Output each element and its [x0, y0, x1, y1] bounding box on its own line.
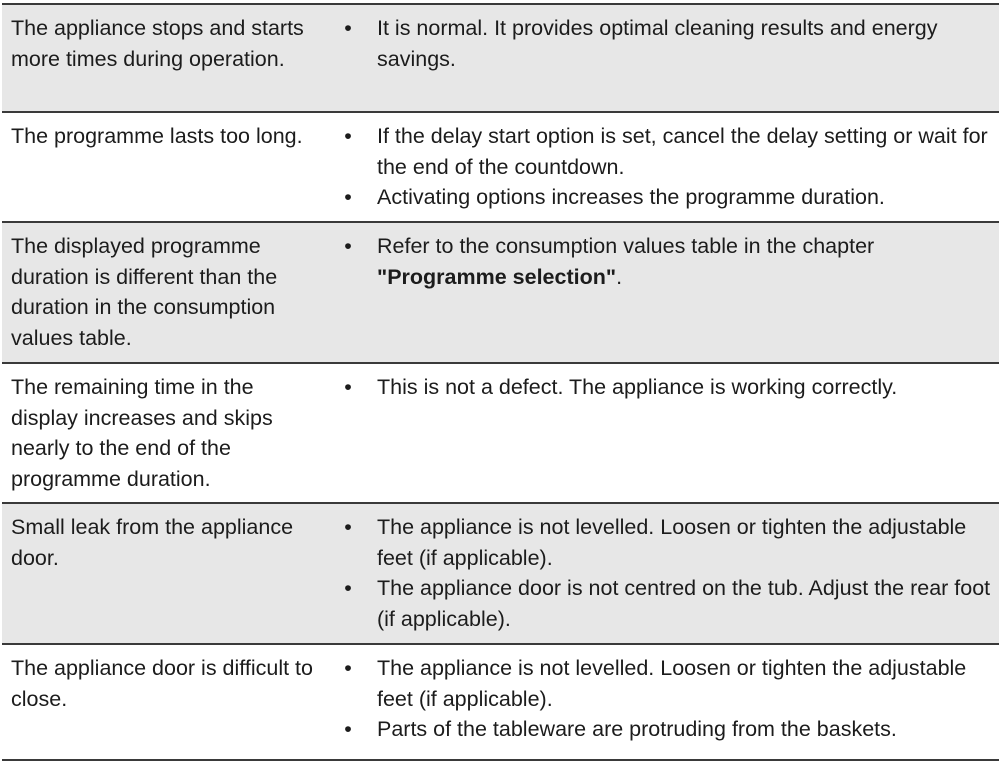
table-row [2, 504, 999, 645]
troubleshooting-table [2, 3, 999, 761]
solution-item [319, 512, 991, 573]
solution-cell [319, 645, 999, 759]
table-row [2, 5, 999, 113]
solution-text: If the delay start option is set, cancel the delay setting or wait for the end of the countdown. [377, 124, 988, 179]
table-row [2, 223, 999, 364]
solution-text: This is not a defect. The appliance is working correctly. [377, 375, 898, 399]
solution-item [319, 714, 991, 745]
chapter-reference: "Programme selection" [377, 264, 617, 289]
solution-text-prefix: Refer to the consumption values table in the chapter [377, 234, 875, 258]
solution-item [319, 372, 991, 403]
solution-text [377, 231, 991, 292]
solution-text: Activating options increases the programme duration. [377, 185, 885, 209]
problem-cell: The programme lasts too long. [11, 124, 303, 148]
solution-text: The appliance is not levelled. Loosen or tighten the adjustable feet (if applicable). [377, 515, 967, 570]
solution-text: The appliance is not levelled. Loosen or tighten the adjustable feet (if applicable). [377, 656, 967, 711]
bullet: • [344, 656, 352, 680]
bullet: • [344, 375, 352, 399]
solution-text-suffix: . [616, 264, 623, 289]
problem-cell: The remaining time in the display increases and skips nearly to the end of the programme duration. [11, 375, 273, 491]
problem-cell: Small leak from the appliance door. [11, 515, 294, 570]
solution-text: It is normal. It provides optimal cleaning results and energy savings. [377, 16, 938, 71]
solution-cell [319, 113, 999, 221]
solution-text: Parts of the tableware are protruding from the baskets. [377, 717, 897, 741]
problem-cell: The displayed programme duration is different than the duration in the consumption values table. [11, 234, 278, 350]
solution-cell [319, 504, 999, 643]
bullet: • [344, 234, 352, 258]
solution-item [319, 573, 991, 634]
bullet: • [344, 185, 352, 209]
table-row [2, 645, 999, 761]
bullet: • [344, 124, 352, 148]
table-row [2, 364, 999, 504]
bullet: • [344, 717, 352, 741]
solution-cell [319, 364, 999, 502]
solution-item [319, 182, 991, 213]
table-row [2, 113, 999, 223]
bullet: • [344, 576, 352, 600]
solution-cell [319, 223, 999, 362]
solution-text: The appliance door is not centred on the tub. Adjust the rear foot (if applicable). [377, 576, 991, 631]
solution-item [319, 653, 991, 714]
bullet: • [344, 16, 352, 40]
problem-cell: The appliance stops and starts more times during operation. [11, 16, 304, 71]
bullet: • [344, 515, 352, 539]
solution-item [319, 231, 991, 292]
solution-item [319, 13, 991, 74]
solution-item [319, 121, 991, 182]
problem-cell: The appliance door is difficult to close. [11, 656, 313, 711]
solution-cell [319, 5, 999, 111]
